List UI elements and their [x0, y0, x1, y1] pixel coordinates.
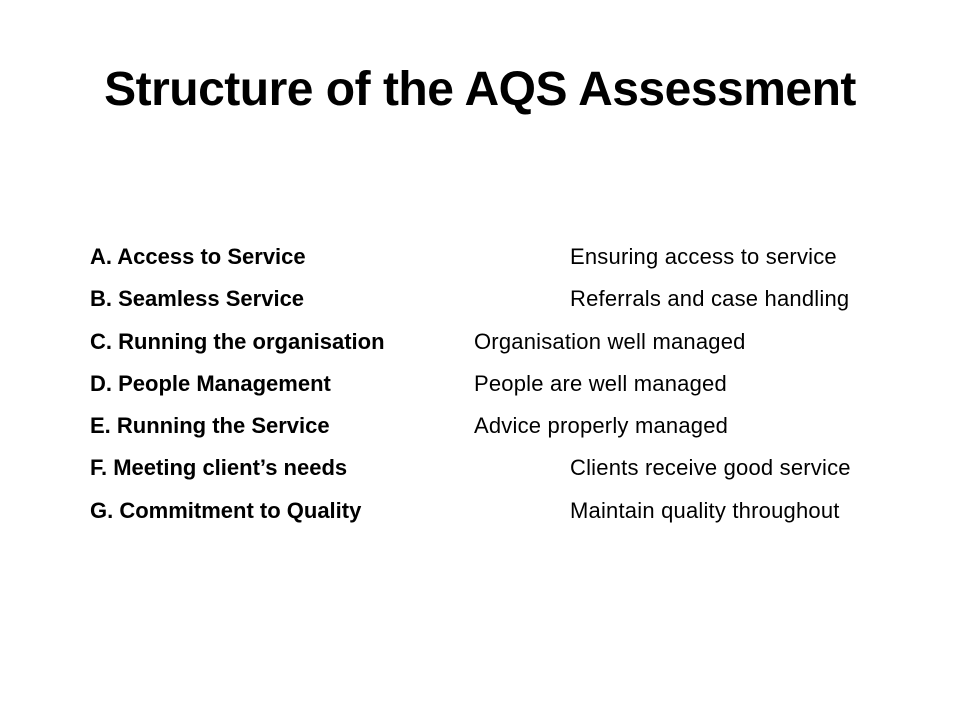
section-description: Organisation well managed	[474, 328, 746, 354]
section-description: Clients receive good service	[570, 455, 851, 481]
list-item	[90, 407, 930, 449]
section-label: D. People Management	[90, 370, 331, 396]
list-item	[90, 492, 930, 534]
section-label: B. Seamless Service	[90, 286, 305, 312]
section-label: C. Running the organisation	[90, 328, 385, 354]
section-label: G. Commitment to Quality	[90, 497, 362, 523]
list-item	[90, 323, 930, 365]
slide-title: Structure of the AQS Assessment	[104, 63, 856, 116]
section-description: People are well managed	[474, 370, 727, 396]
section-label: F. Meeting client’s needs	[90, 455, 348, 481]
section-description: Ensuring access to service	[570, 244, 837, 269]
list-item	[90, 238, 930, 280]
section-label: E. Running the Service	[90, 413, 330, 439]
section-description: Advice properly managed	[474, 413, 729, 439]
section-description: Maintain quality throughout	[570, 497, 840, 523]
list-item	[90, 280, 930, 322]
section-label: A. Access to Service	[90, 244, 306, 269]
assessment-structure-list	[90, 238, 930, 534]
list-item	[90, 449, 930, 491]
list-item	[90, 365, 930, 407]
section-description: Referrals and case handling	[570, 286, 850, 312]
